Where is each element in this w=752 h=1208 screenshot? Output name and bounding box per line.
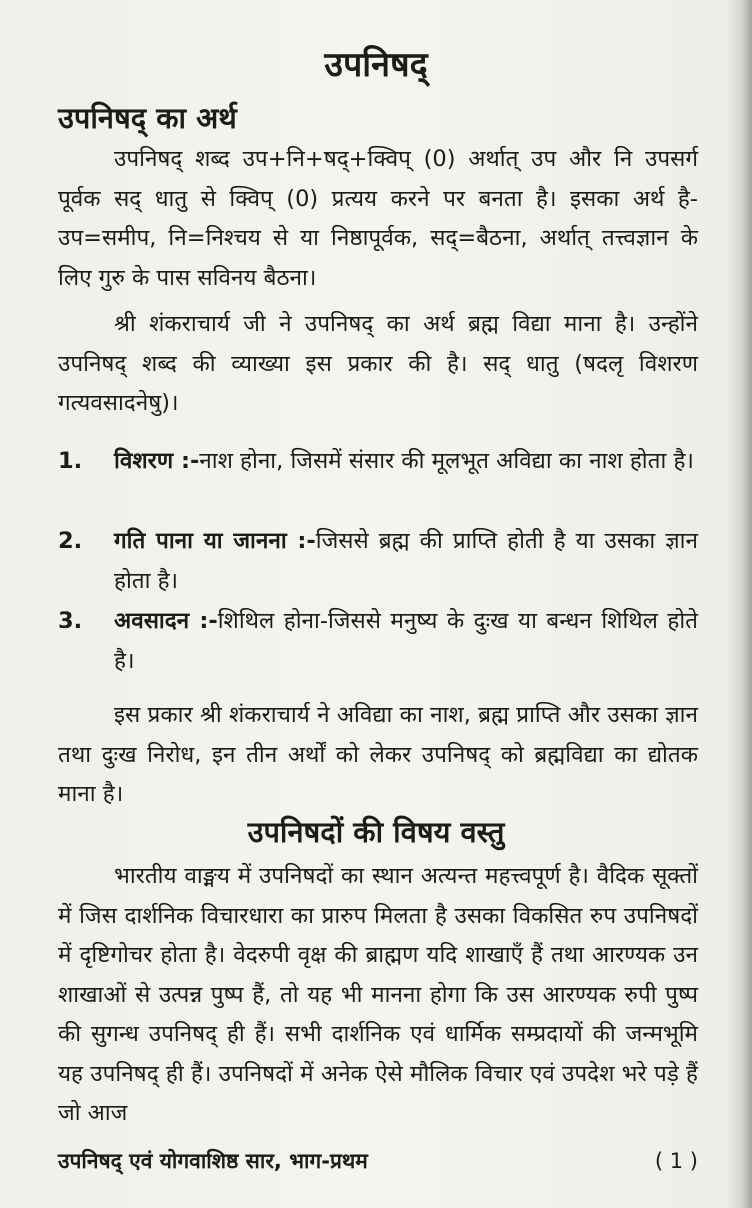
paragraph-meaning-3: इस प्रकार श्री शंकराचार्य ने अविद्या का नाश, ब्रह्म प्राप्ति और उसका ज्ञान तथा दुःख निरोध, इन तीन अर्थों को लेकर उपनिषद् को ब्रह्मविद्या का द्योतक माना है। — [58, 702, 698, 807]
list-item-body — [114, 602, 698, 681]
list-item-body — [114, 442, 698, 482]
footer-book-title: उपनिषद् एवं योगवाशिष्ठ सार, भाग-प्रथम — [58, 1149, 368, 1173]
list-item — [58, 442, 698, 482]
list-item-term: गति पाना या जानना :- — [114, 528, 316, 554]
list-item — [58, 602, 698, 681]
list-item-number: 1. — [58, 448, 83, 474]
list-item-term: विशरण :- — [114, 448, 200, 474]
paragraph-meaning-2: श्री शंकराचार्य जी ने उपनिषद् का अर्थ ब्रह्म विद्या माना है। उन्होंने उपनिषद् शब्द की व्याख्या इस प्रकार की है। सद् धातु (षदलृ विशरण गत्यवसादनेषु)। — [58, 311, 698, 416]
list-item-number: 2. — [58, 528, 83, 554]
section-heading-meaning: उपनिषद् का अर्थ — [58, 101, 237, 135]
section-heading-subject-matter: उपनिषदों की विषय वस्तु — [247, 815, 505, 849]
list-item-number: 3. — [58, 608, 83, 634]
list-item-body — [114, 522, 698, 601]
page-title: उपनिषद् — [324, 45, 428, 85]
list-item-text: जिससे ब्रह्म की प्राप्ति होती है या उसका ज्ञान होता है। — [114, 528, 698, 594]
list-item-text: शिथिल होना-जिससे मनुष्य के दुःख या बन्धन शिथिल होते है। — [114, 608, 698, 674]
page-number: ( 1 ) — [654, 1149, 698, 1173]
list-item — [58, 522, 698, 601]
paragraph-subject-matter-1: भारतीय वाङ्मय में उपनिषदों का स्थान अत्यन्त महत्त्वपूर्ण है। वैदिक सूक्तों में जिस दार्शनिक विचारधारा का प्रारुप मिलता है उसका विकसित रुप उपनिषदों में दृष्टिगोचर होता है। वेदरुपी वृक्ष की ब्राह्मण यदि शाखाएँ हैं तथा आरण्यक उन शाखाओं से उत्पन्न पुष्प हैं, तो यह भी मानना होगा कि उस आरण्यक रुपी पुष्प की सुगन्ध उपनिषद् ही हैं। सभी दार्शनिक एवं धार्मिक सम्प्रदायों की जन्मभूमि यह उपनिषद् ही हैं। उपनिषदों में अनेक ऐसे मौलिक विचार एवं उपदेश भरे पड़े हैं जो आज — [58, 863, 698, 1126]
list-item-text: नाश होना, जिसमें संसार की मूलभूत अविद्या का नाश होता है। — [199, 448, 694, 474]
page-footer — [58, 1146, 698, 1176]
paragraph-meaning-1: उपनिषद् शब्द उप+नि+षद्+क्विप् (0) अर्थात् उप और नि उपसर्ग पूर्वक सद् धातु से क्विप् (0) प्रत्यय करने पर बनता है। इसका अर्थ है-उप=समीप, नि=निश्चय से या निष्ठापूर्वक, सद्=बैठना, अर्थात् तत्त्वज्ञान के लिए गुरु के पास सविनय बैठना। — [58, 146, 698, 291]
list-item-term: अवसादन :- — [114, 608, 218, 634]
